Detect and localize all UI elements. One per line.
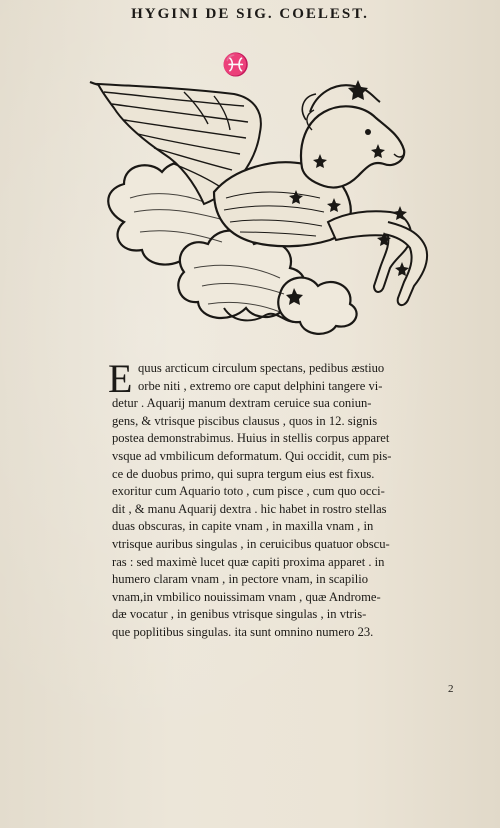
text-line: gens, & vtrisque piscibus clausus , quos in 12. signis <box>112 413 378 428</box>
running-head: HYGINI DE SIG. COELEST. <box>131 6 369 22</box>
text-line: postea demonstrabimus. Huius in stellis corpus apparet <box>112 431 390 446</box>
text-line: exoritur cum Aquario toto , cum pisce , cum quo occi- <box>112 484 385 499</box>
text-line: vtrisque auribus singulas , in ceruicibus quatuor obscu- <box>112 536 390 551</box>
folio-mark: 2 <box>448 683 454 695</box>
text-line: que poplitibus singulas. ita sunt omnino numero 23. <box>112 624 374 639</box>
text-line: orbe niti , extremo ore caput delphini tangere vi- <box>138 378 383 393</box>
text-line: humero claram vnam , in pectore vnam, in scapilio <box>112 572 368 587</box>
text-line: dit , & manu Aquarij dextra . hic habet in rostro stellas <box>112 501 387 516</box>
latin-body-text <box>108 356 458 642</box>
text-line: quus arcticum circulum spectans, pedibus æstiuo <box>138 361 385 375</box>
text-line: detur . Aquarij manum dextram ceruice sua coniun- <box>112 396 372 411</box>
text-line: dæ vocatur , in genibus vtrisque singulas , in vtris- <box>112 607 367 622</box>
text-line: duas obscuras, in capite vnam , in maxilla vnam , in <box>112 519 374 534</box>
pegasus-woodcut-icon <box>84 72 434 338</box>
text-line: vsque ad vmbilicum deformatum. Qui occidit, cum pis- <box>112 448 392 463</box>
text-line: vnam,in vmbilico nouissimam vnam , quæ Androme- <box>112 589 381 604</box>
text-line: ras : sed maximè lucet quæ capiti proxima apparet . in <box>112 554 385 569</box>
zodiac-sign-symbol: ♓ <box>222 52 250 77</box>
text-line: ce de duobus primo, qui supra tergum eius est fixus. <box>112 466 375 481</box>
drop-cap-initial: E <box>108 356 133 401</box>
